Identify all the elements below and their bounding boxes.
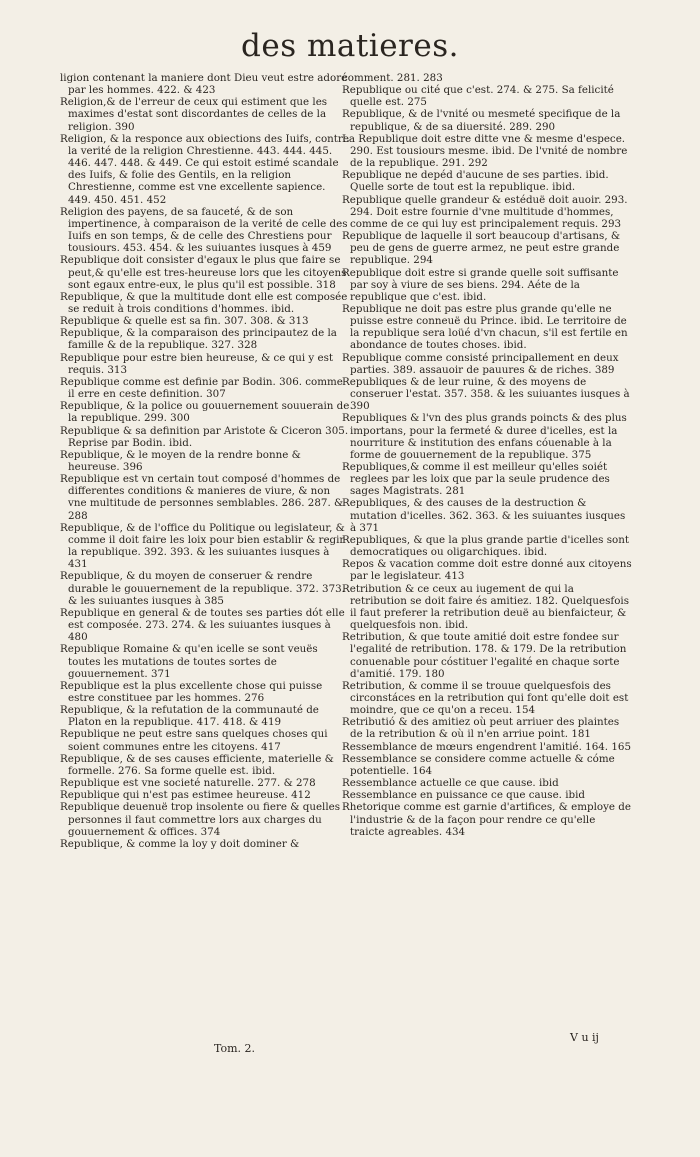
index-entry: Republique, & la comparaison des principautez de la famille & de la republique. 327. 328: [60, 327, 337, 352]
index-entry: Ressemblance de mœurs engendrent l'amitié. 164. 165: [342, 740, 632, 753]
index-entry: Ressemblance se considere comme actuelle & cóme potentielle. 164: [342, 752, 615, 777]
index-entry: Republique, & comme la loy y doit dominer &: [60, 837, 300, 850]
index-entry: Religion, & la responce aux obiections des Iuifs, contre la verité de la religion Chrestienne. 443. 444. 445. 446. 447. 448. & 449. Ce qui estoit estimé scandale des Iuifs, & folie des Gentils, en la religion Chrestienne, comme est vne excellente sapience. 449. 450. 451. 452: [60, 132, 349, 206]
index-entry: comment. 281. 283: [342, 72, 443, 84]
index-entry: Republique est vn certain tout composé d'hommes de differentes conditions & manieres de viure, & non vne multitude de personnes semblables. 286. 287. & 288: [60, 473, 344, 522]
index-entry: Republique doit estre si grande quelle soit suffisante par soy à viure de ses biens. 294. Aéte de la republique que c'est. ibid.: [342, 266, 619, 303]
index-entry: Republique ne depéd d'aucune de ses parties. ibid. Quelle sorte de tout est la republique. ibid.: [342, 169, 609, 194]
index-entry: Republiques, & que la plus grande partie d'icelles sont democratiques ou oligarchiques. ibid.: [342, 533, 629, 559]
index-entry: Republique, & de ses causes efficiente, materielle & formelle. 276. Sa forme quelle est. ibid.: [60, 752, 334, 777]
left-column: [60, 72, 350, 850]
right-column: [342, 72, 632, 838]
index-entry: Republique est la plus excellente chose qui puisse estre constituee par les hommes. 276: [60, 679, 323, 704]
index-entry: Republique, & le moyen de la rendre bonne & heureuse. 396: [60, 448, 301, 473]
index-entry: Republique en general & de toutes ses parties dót elle est composée. 273. 274. & les suiuantes iusques à 480: [60, 606, 345, 644]
index-entry: Republique, & la refutation de la communauté de Platon en la republique. 417. 418. & 419: [60, 704, 319, 729]
index-entry: Retribution & ce ceux au iugement de qui la retribution se doit faire és amitiez. 182. Quelquesfois il faut preferer la retribution deuë au bienfaicteur, & quelquesfois non. ibid.: [342, 582, 629, 632]
index-entry: Republique doit consister d'egaux le plus que faire se peut,& qu'elle est tres-heureuse lors que les citoyens sont egaux entre-eux, le plus qu'il est possible. 318: [60, 254, 347, 291]
index-entry: Republique, & que la multitude dont elle est composée se reduit à trois conditions d'hommes. ibid.: [60, 290, 348, 315]
index-entry: Ressemblance actuelle ce que cause. ibid: [342, 777, 559, 790]
index-entry: Religion,& de l'erreur de ceux qui estiment que les maximes d'estat sont discordantes de celles de la religion. 390: [60, 96, 328, 133]
index-entry: Republique ne doit pas estre plus grande qu'elle ne puisse estre conneuë du Prince. ibid. Le territoire de la republique sera loüé d'vn chacun, s'il est fertile en abondance de toutes choses. ibid.: [342, 302, 628, 352]
index-entry: Retribution, & comme il se trouue quelquesfois des circonstáces en la retribution qui font qu'elle doit est moindre, que ce qu'on a receu. 154: [342, 679, 629, 717]
index-entry: Republique pour estre bien heureuse, & ce qui y est requis. 313: [60, 351, 334, 376]
index-entry: Republique deuenuë trop insolente ou fiere & quelles personnes il faut commettre lors aux charges du gouuernement & offices. 374: [60, 801, 341, 838]
index-entry: Republique, & la police ou gouuernement souuerain de la republique. 299. 300: [60, 400, 350, 425]
index-entry: Republique, & de l'vnité ou mesmeté specifique de la republique, & de sa diuersité. 289. 290: [342, 108, 621, 133]
index-entry: Republique ne peut estre sans quelques choses qui soient communes entre les citoyens. 417: [60, 728, 328, 753]
index-entry: Republique comme est definie par Bodin. 306. comme il erre en ceste definition. 307: [60, 375, 343, 401]
index-entry: Republique, & du moyen de conseruer & rendre durable le gouuernement de la republique. 372. 373. & les suiuantes iusques à 385: [60, 570, 345, 607]
index-entry: Republique comme consisté principallement en deux parties. 389. assauoir de pauures & de riches. 389: [342, 351, 619, 376]
index-entry: Republiques,& comme il est meilleur qu'elles soiét reglees par les loix que par la seule prudence des sages Magistrats. 281: [342, 461, 610, 498]
index-entry: Republique & quelle est sa fin. 307. 308. & 313: [60, 315, 309, 328]
volume-mark: Tom. 2.: [214, 1042, 256, 1055]
index-entry: Republiques & l'vn des plus grands poincts & des plus importans, pour la fermeté & duree d'icelles, est la nourriture & institution des enfans cóuenable à la forme de gouuernement de la republique. 375: [342, 412, 627, 461]
index-entry: Ressemblance en puissance ce que cause. ibid: [342, 789, 586, 802]
index-entry: Republique de laquelle il sort beaucoup d'artisans, & peu de gens de guerre armez, ne peut estre grande republique. 294: [342, 230, 621, 267]
signature-mark: V u ij: [570, 1031, 599, 1044]
index-entry: Republiques, & des causes de la destruction & mutation d'icelles. 362. 363. & les suiuantes iusques à 371: [342, 497, 626, 534]
index-entry: Republique & sa definition par Aristote & Ciceron 305. Reprise par Bodin. ibid.: [60, 424, 349, 449]
index-entry: Republique ou cité que c'est. 274. & 275. Sa felicité quelle est. 275: [342, 84, 614, 109]
index-entry: Rhetorique comme est garnie d'artifices, & employe de l'industrie & de la façon pour rendre ce qu'elle traicte agreables. 434: [342, 801, 631, 838]
index-entry: Religion des payens, de sa fauceté, & de son impertinence, à comparaison de la verité de celle des Iuifs en son temps, & de celle des Chrestiens pour tousiours. 453. 454. & les suiuantes iusques à 459: [60, 205, 348, 255]
index-entry: Republique est vne societé naturelle. 277. & 278: [60, 777, 316, 790]
running-head: des matieres.: [241, 28, 459, 64]
index-entry: La Republique doit estre ditte vne & mesme d'espece. 290. Est tousiours mesme. ibid. De l'vnité de nombre de la republique. 291. 292: [342, 132, 628, 170]
index-entry: Republiques & de leur ruine, & des moyens de conseruer l'estat. 357. 358. & les suiuantes iusques à 390: [342, 375, 630, 413]
index-entry: Retributió & des amitiez où peut arriuer des plaintes de la retribution & où il n'en arriue point. 181: [342, 716, 620, 741]
index-entry: Repos & vacation comme doit estre donné aux citoyens par le legislateur. 413: [342, 558, 632, 583]
index-entry: ligion contenant la maniere dont Dieu veut estre adoré par les hommes. 422. & 423: [60, 72, 348, 97]
index-entry: Retribution, & que toute amitié doit estre fondee sur l'egalité de retribution. 178. & 179. De la retribution conuenable pour cóstituer l'egalité en chaque sorte d'amitié. 179. 180: [342, 631, 627, 680]
index-entry: Republique Romaine & qu'en icelle se sont veuës toutes les mutations de toutes sortes de gouuernement. 371: [60, 643, 318, 680]
index-entry: Republique, & de l'office du Politique ou legislateur, & comme il doit faire les loix pour bien establir & regir la republique. 392. 393. & les suiuantes iusques à 431: [60, 521, 345, 571]
index-entry: Republique quelle grandeur & estéduë doit auoir. 293. 294. Doit estre fournie d'vne multitude d'hommes, comme de ce qui luy est principalement requis. 293: [342, 193, 628, 230]
index-entry: Republique qui n'est pas estimee heureuse. 412: [60, 789, 311, 802]
